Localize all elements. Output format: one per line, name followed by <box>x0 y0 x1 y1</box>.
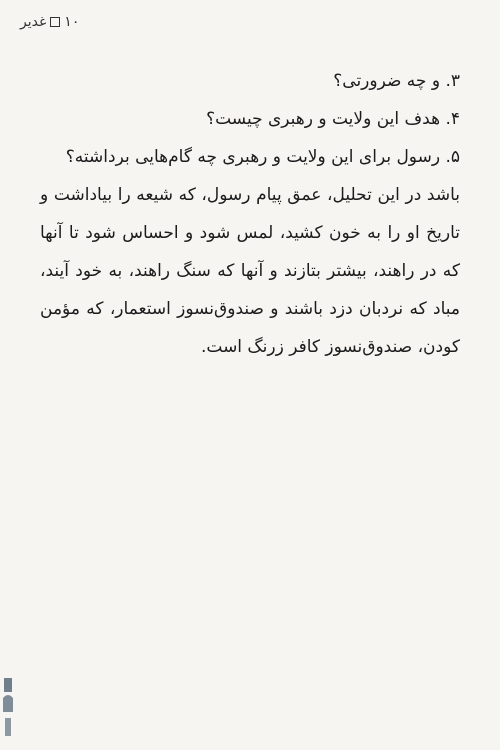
question-4: ۴. هدف این ولایت و رهبری چیست؟ <box>206 109 460 129</box>
running-header <box>20 14 79 30</box>
body-text <box>40 62 460 366</box>
question-5: ۵. رسول برای این ولایت و رهبری چه گام‌هایی برداشته؟ <box>65 147 460 167</box>
question-3: ۳. و چه ضرورتی؟ <box>333 71 460 91</box>
body-paragraph: باشد در این تحلیل، عمق پیام رسول، که شیعه را بیاداشت و تاریخ او را به خون کشید، لمس شود و احساس شود تا آنها که در راهند، بیشتر بتازند و آنها که سنگ راهند، به خود آیند، مباد که نردبان دزد باشند و صندوق‌نسوز استعمار، که مؤمن کودن، صندوق‌نسوز کافر زرنگ است. <box>40 185 460 357</box>
square-ornament-icon <box>50 17 60 27</box>
page-number: ۱۰ <box>64 14 80 30</box>
library-stamp-icon <box>0 672 16 742</box>
book-title: غدیر <box>20 14 47 30</box>
